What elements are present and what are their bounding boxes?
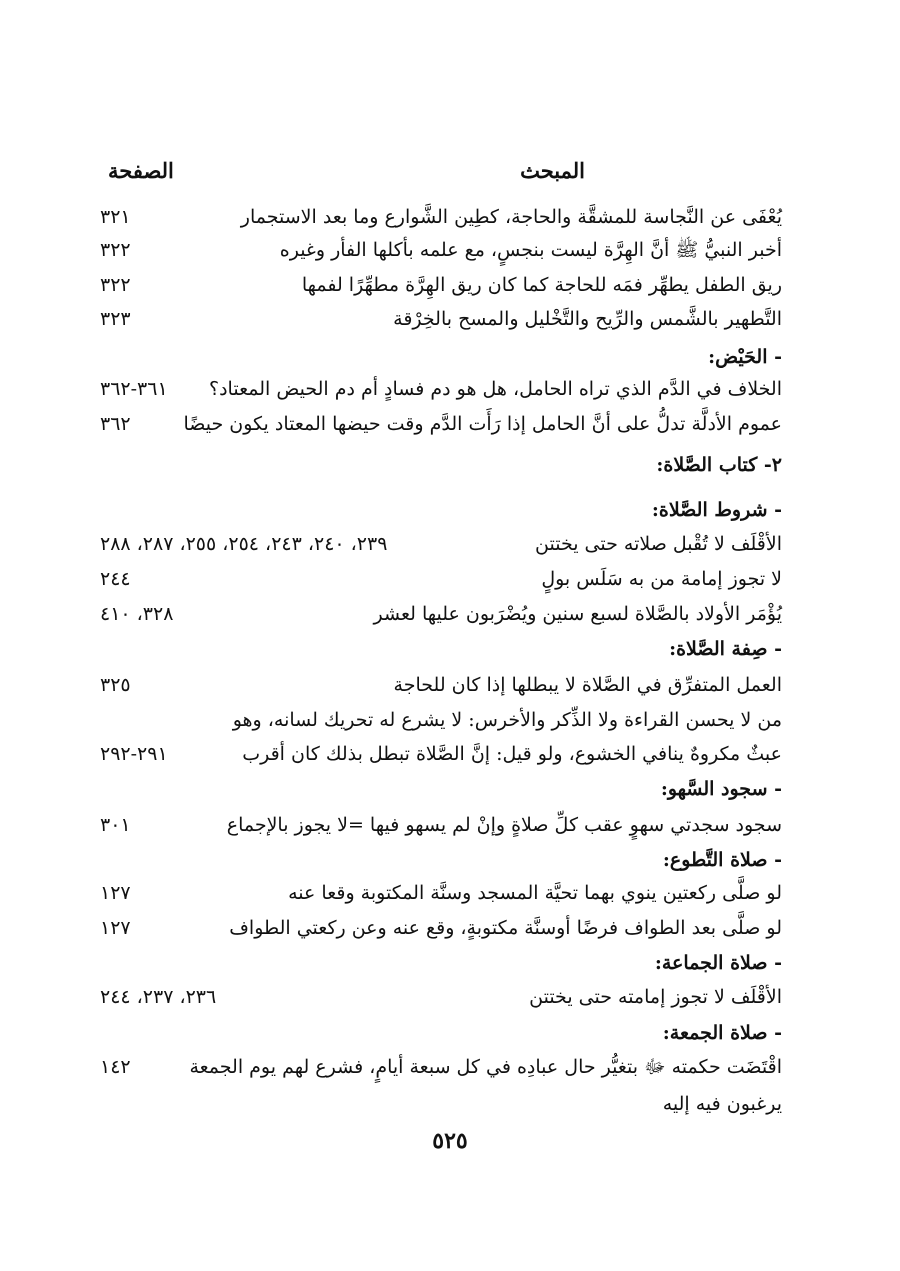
index-entry [100, 200, 782, 234]
entry-text: لو صلَّى بعد الطواف فرضًا أوسنَّة مكتوبةٍ، وقع عنه وعن ركعتي الطواف [229, 917, 782, 939]
index-entry [100, 233, 782, 267]
index-section-heading [100, 946, 782, 980]
entry-page-numbers: ٣٢٢ [100, 239, 131, 261]
entry-text: لو صلَّى ركعتين ينوي بهما تحيَّة المسجد وسنَّة المكتوبة وقعا عنه [288, 882, 782, 904]
index-entry [100, 302, 782, 336]
index-entry [100, 737, 782, 771]
index-section-heading [100, 448, 782, 482]
entry-text: ريق الطفل يطهِّر فمَه للحاجة كما كان ريق الهِرَّة مطهِّرًا لفمها [301, 274, 782, 296]
topic-column-header: المبحث [520, 158, 585, 183]
index-entry [100, 562, 782, 596]
section-title: - شروط الصَّلاة: [651, 499, 782, 521]
section-title: - صِفة الصَّلاة: [669, 638, 782, 660]
index-entry [100, 808, 782, 842]
index-entry [100, 597, 782, 631]
entry-page-numbers: ٣٢٣ [100, 308, 131, 330]
entry-text: التَّطهير بالشَّمس والرِّيح والتَّخْليل والمسح بالخِرْقة [393, 308, 782, 330]
entry-page-numbers: ٢٣٦، ٢٣٧، ٢٤٤ [100, 986, 217, 1008]
entry-text: العمل المتفرِّق في الصَّلاة لا يبطلها إذا كان للحاجة [393, 674, 782, 696]
index-entry [100, 876, 782, 910]
index-section-heading [100, 493, 782, 527]
entry-text: يرغبون فيه إليه [662, 1093, 782, 1115]
index-entry [100, 980, 782, 1014]
entry-text: من لا يحسن القراءة ولا الذِّكر والأخرس: لا يشرع له تحريك لسانه، وهو [232, 709, 782, 731]
entry-page-numbers: ١٢٧ [100, 917, 131, 939]
entry-text: عموم الأدلَّة تدلُّ على أنَّ الحامل إذا رَأَت الدَّم وقت حيضها المعتاد يكون حيضًا [183, 413, 782, 435]
page-column-header: الصفحة [108, 158, 174, 183]
index-entry [100, 372, 782, 406]
page-number: ٥٢٥ [432, 1128, 468, 1154]
entry-text: يُؤْمَر الأولاد بالصَّلاة لسبع سنين ويُضْرَبون عليها لعشر [373, 603, 782, 625]
entry-text: يُعْفَى عن النَّجاسة للمشقَّة والحاجة، كطِين الشَّوارع وما بعد الاستجمار [240, 206, 782, 228]
entry-text: سجود سجدتي سهوٍ عقب كلِّ صلاةٍ وإنْ لم يسهو فيها =لا يجوز بالإجماع [226, 814, 782, 836]
index-entry [100, 268, 782, 302]
entry-page-numbers: ١٤٢ [100, 1056, 131, 1078]
entry-page-numbers: ٣٢٨، ٤١٠ [100, 603, 174, 625]
index-section-heading [100, 843, 782, 877]
entry-page-numbers: ٣٦٢ [100, 413, 131, 435]
entry-text: الأقْلَف لا تُقْبل صلاته حتى يختتن [535, 533, 782, 555]
index-section-heading [100, 772, 782, 806]
entry-page-numbers: ٣٠١ [100, 814, 131, 836]
section-title: - صلاة الجماعة: [654, 952, 782, 974]
section-title: - سجود السَّهو: [660, 778, 782, 800]
entry-text: أخبر النبيُّ ﷺ أنَّ الهِرَّة ليست بنجسٍ، مع علمه بأكلها الفأر وغيره [279, 239, 782, 261]
entry-page-numbers: ٣٢١ [100, 206, 131, 228]
index-entry [100, 668, 782, 702]
entry-text: الخلاف في الدَّم الذي تراه الحامل، هل هو دم فسادٍ أم دم الحيض المعتاد؟ [209, 378, 782, 400]
section-title: - صلاة الجمعة: [662, 1022, 782, 1044]
entry-page-numbers: ٢٩١-٢٩٢ [100, 743, 168, 765]
entry-text: عبثٌ مكروهٌ ينافي الخشوع، ولو قيل: إنَّ الصَّلاة تبطل بذلك كان أقرب [242, 743, 782, 765]
entry-text: لا تجوز إمامة من به سَلَس بولٍ [541, 568, 782, 590]
section-title: ٢- كتاب الصَّلاة: [656, 454, 782, 476]
index-entry [100, 407, 782, 441]
index-section-heading [100, 632, 782, 666]
entry-page-numbers: ٣٢٢ [100, 274, 131, 296]
index-entry [100, 911, 782, 945]
entry-text: اقْتَضَت حكمته ﷻ بتغيُّر حال عبادِه في كل سبعة أيامٍ، فشرع لهم يوم الجمعة [189, 1056, 782, 1078]
index-section-heading [100, 1016, 782, 1050]
section-title: - صلاة التَّطوع: [662, 849, 782, 871]
index-section-heading [100, 340, 782, 374]
index-entry [100, 703, 782, 737]
entry-page-numbers: ٢٣٩، ٢٤٠، ٢٤٣، ٢٥٤، ٢٥٥، ٢٨٧، ٢٨٨ [100, 533, 388, 555]
section-title: - الحَيْض: [708, 346, 782, 368]
table-header [100, 158, 790, 198]
entry-page-numbers: ٣٦١-٣٦٢ [100, 378, 168, 400]
entry-page-numbers: ١٢٧ [100, 882, 131, 904]
entry-text: الأقْلَف لا تجوز إمامته حتى يختتن [529, 986, 782, 1008]
index-entry [100, 527, 782, 561]
index-entry [100, 1050, 782, 1084]
entry-page-numbers: ٢٤٤ [100, 568, 131, 590]
index-entry [100, 1087, 782, 1121]
entry-page-numbers: ٣٢٥ [100, 674, 131, 696]
